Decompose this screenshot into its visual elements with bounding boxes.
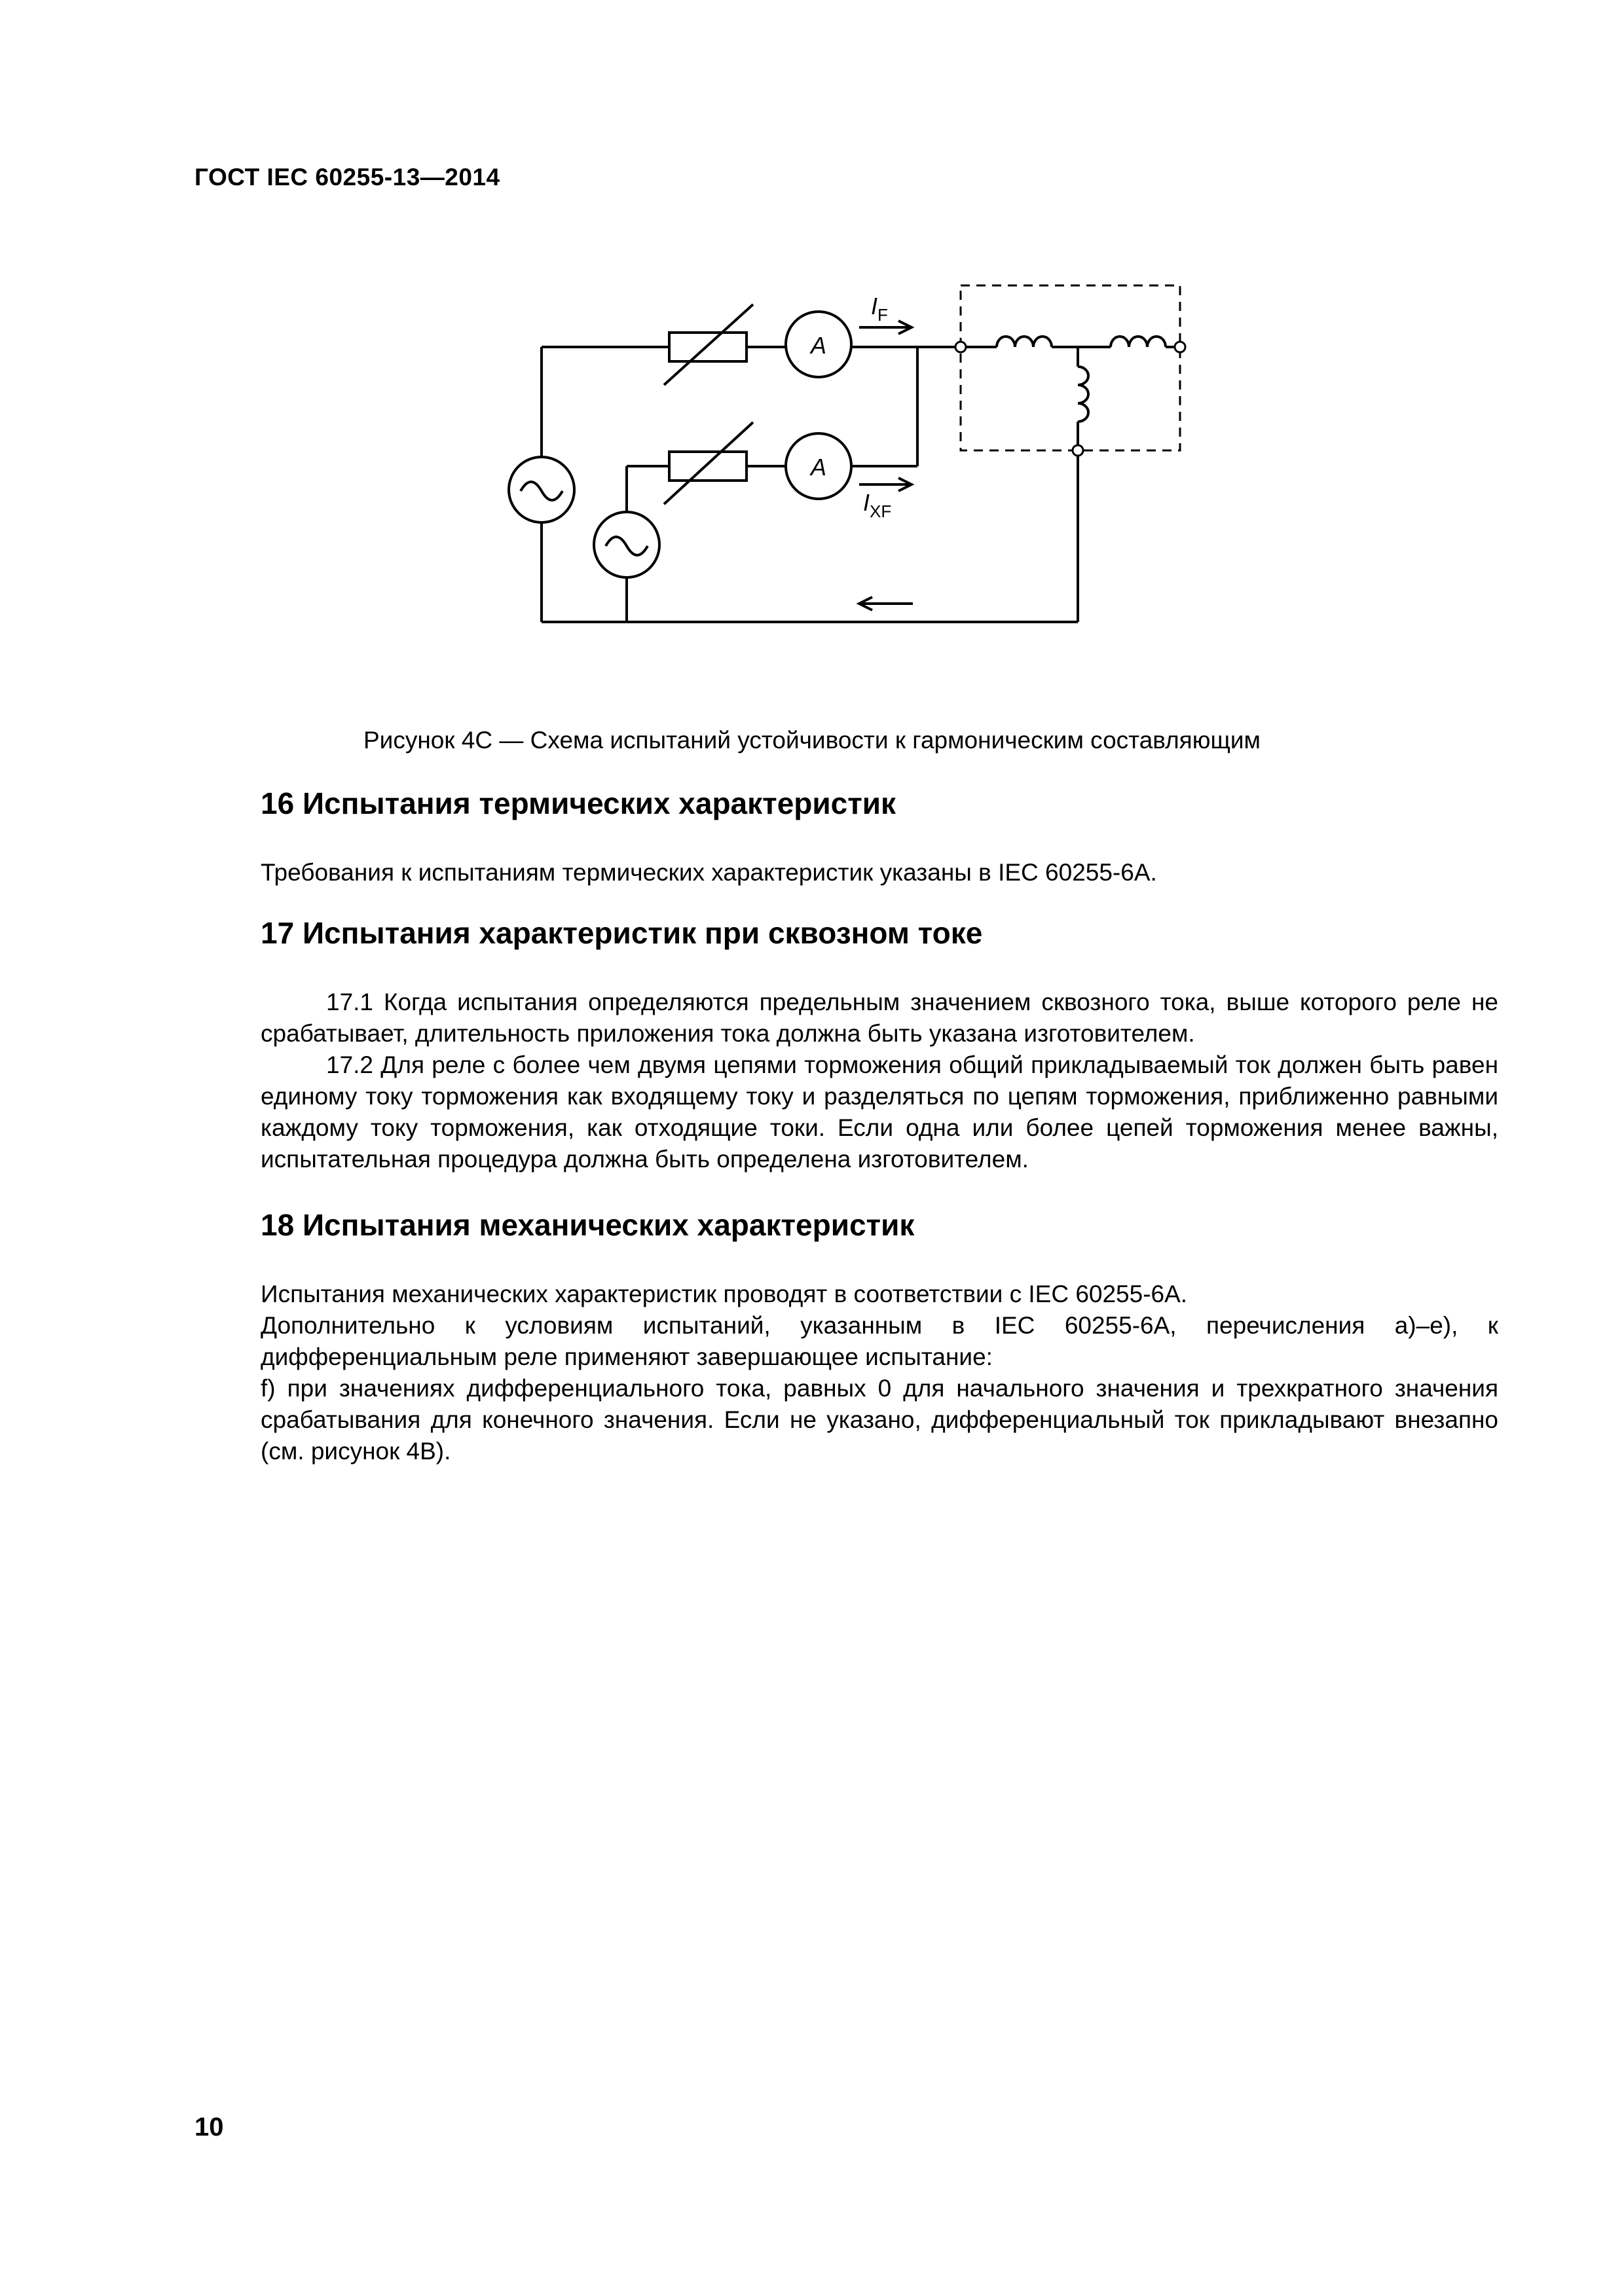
section-title: 16 Испытания термических характеристик [261,786,896,820]
restraint-coil-left [997,337,1052,347]
document-header: ГОСТ IEC 60255-13—2014 [194,164,500,191]
top-ammeter-label: A [810,332,827,359]
bottom-variable-resistor [669,452,747,481]
paragraph: 17.2 Для реле с более чем двумя цепями торможения общий прикладываемый ток должен быть равен единому току торможения как входящему току и разделяться по цепям торможения, приближенно равными каждому току торможения, как отходящие токи. Если одна или более цепей торможения менее важны, испытательная процедура должна быть определена изготовителем. [261,1051,1498,1173]
operating-coil [1078,367,1088,422]
terminal-common [1073,445,1083,456]
section-17 [261,915,1498,1175]
paragraph: Дополнительно к условиям испытаний, указанным в IEC 60255-6А, перечисления а)–е), к дифференциальным реле применяют завершающее испытание: [261,1312,1498,1370]
paragraph: Требования к испытаниям термических характеристик указаны в IEC 60255-6А. [261,859,1157,886]
bottom-ammeter-label: A [810,454,827,481]
terminal-output [1175,342,1185,352]
terminal-input [955,342,966,352]
section-16 [261,786,1498,888]
restraint-coil-right [1111,337,1166,347]
paragraph: 17.1 Когда испытания определяются предельным значением сквозного тока, выше которого реле не срабатывает, длительность приложения тока должна быть указана изготовителем. [261,989,1498,1047]
section-title: 18 Испытания механических характеристик [261,1208,915,1242]
section-18 [261,1207,1498,1467]
test-circuit-diagram [0,0,1624,655]
paragraph: Испытания механических характеристик проводят в соответствии с IEC 60255-6А. [261,1281,1188,1307]
current-f-label: $I_F$ [871,293,888,325]
bottom-resistor-adjust-arrow [664,422,753,504]
paragraph: f) при значениях дифференциального тока, равных 0 для начального значения и трехкратного значения срабатывания для конечного значения. Если не указано, дифференциальный ток прикладывают внезапно (см. рисунок 4В). [261,1375,1498,1465]
section-title: 17 Испытания характеристик при сквозном токе [261,916,983,950]
figure-caption: Рисунок 4С — Схема испытаний устойчивости к гармоническим составляющим [363,727,1261,754]
relay-dashed-box [961,285,1180,450]
top-resistor-adjust-arrow [664,304,753,385]
page-number: 10 [194,2113,224,2141]
current-xf-label: $I_{XF}$ [863,489,892,521]
